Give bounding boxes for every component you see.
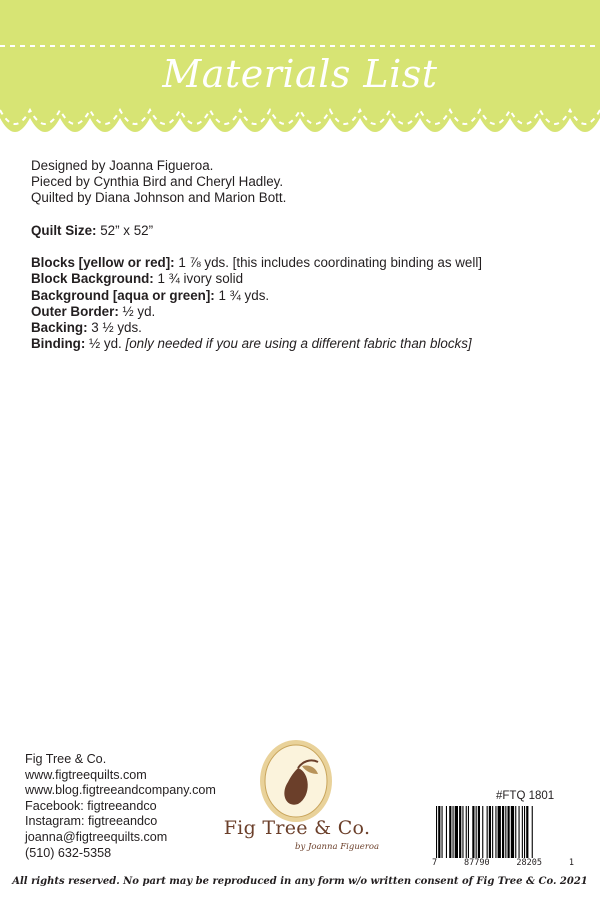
contact-blog[interactable]: www.blog.figtreeandcompany.com xyxy=(25,783,216,798)
page-title: Materials List xyxy=(162,52,438,96)
contact-company: Fig Tree & Co. xyxy=(25,752,107,766)
contact-phone: (510) 632-5358 xyxy=(25,845,112,860)
material-binding xyxy=(31,336,571,352)
contact-email[interactable]: joanna@figtreequilts.com xyxy=(25,829,168,844)
material-value: 1 ⅞ yds. [this includes coordinating binding as well] xyxy=(174,255,483,271)
contact-info xyxy=(25,752,216,861)
quilt-size-label: Quilt Size: xyxy=(31,222,97,238)
material-label: Backing: xyxy=(31,320,88,335)
barcode xyxy=(432,806,574,858)
material-label: Binding: xyxy=(31,336,86,352)
material-value: 3 ½ yds. xyxy=(87,320,142,335)
material-label: Blocks [yellow or red]: xyxy=(31,255,175,271)
barcode-digit-group: 28205 xyxy=(516,858,542,868)
material-block-background xyxy=(31,271,571,287)
product-code: #FTQ 1801 xyxy=(496,790,555,802)
credit-designer: Designed by Joanna Figueroa. xyxy=(31,158,214,173)
material-background xyxy=(31,288,571,304)
barcode-digits xyxy=(432,858,574,868)
material-value: 1 ¾ yds. xyxy=(214,287,270,303)
material-label: Block Background: xyxy=(31,271,154,287)
header-banner xyxy=(0,0,600,150)
material-label: Background [aqua or green]: xyxy=(31,287,215,303)
barcode-digit-group: 1 xyxy=(568,858,574,868)
barcode-digit-group: 87790 xyxy=(463,858,490,868)
material-value: ½ yd. xyxy=(118,303,156,319)
fig-icon xyxy=(258,738,334,824)
copyright-notice: All rights reserved. No part may be reproduced in any form w/o written consent of Fig Tree & Co. 2021 xyxy=(12,876,588,887)
quilt-size-value: 52” x 52” xyxy=(96,222,154,238)
barcode-digit-group: 7 xyxy=(432,858,438,868)
materials-content xyxy=(31,158,571,352)
logo-name: Fig Tree & Co. xyxy=(223,817,371,839)
logo-tagline: by Joanna Figueroa xyxy=(295,842,380,852)
contact-facebook: Facebook: figtreeandco xyxy=(25,798,157,813)
material-backing xyxy=(31,320,571,336)
contact-website[interactable]: www.figtreequilts.com xyxy=(25,767,147,782)
material-blocks xyxy=(31,255,571,271)
contact-instagram: Instagram: figtreeandco xyxy=(25,814,158,829)
credit-quilters: Quilted by Diana Johnson and Marion Bott. xyxy=(31,190,287,206)
material-value: 1 ¾ ivory solid xyxy=(153,271,244,287)
quilt-size xyxy=(31,223,571,239)
material-label: Outer Border: xyxy=(31,303,119,319)
credit-piecers: Pieced by Cynthia Bird and Cheryl Hadley. xyxy=(31,174,284,190)
fig-tree-logo xyxy=(197,738,397,858)
material-note: [only needed if you are using a different fabric than blocks] xyxy=(125,336,472,352)
material-value: ½ yd. xyxy=(85,336,126,352)
material-outer-border xyxy=(31,304,571,320)
